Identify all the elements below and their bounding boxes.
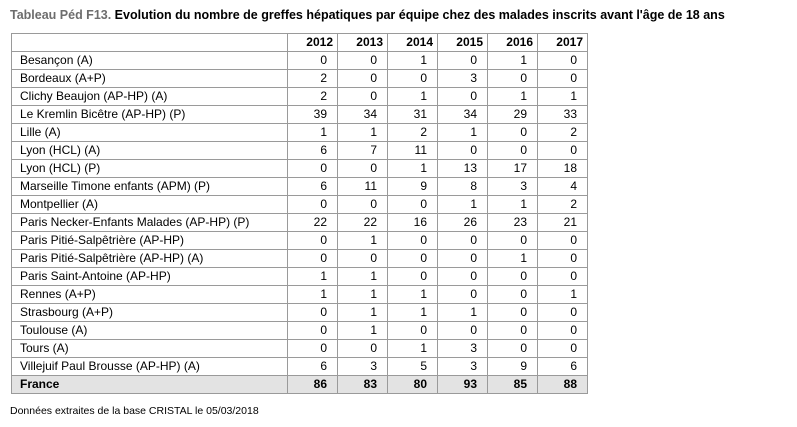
value-cell: 17 xyxy=(488,160,538,178)
team-name-cell: Besançon (A) xyxy=(12,52,288,70)
value-cell: 1 xyxy=(388,160,438,178)
table-row xyxy=(12,142,588,160)
value-cell: 1 xyxy=(488,196,538,214)
table-row xyxy=(12,268,588,286)
value-cell: 0 xyxy=(438,250,488,268)
team-name-cell: Paris Pitié-Salpêtrière (AP-HP) (A) xyxy=(12,250,288,268)
table-row xyxy=(12,178,588,196)
team-name-cell: Strasbourg (A+P) xyxy=(12,304,288,322)
total-value-cell: 80 xyxy=(388,376,438,394)
header-corner-cell xyxy=(12,34,288,52)
value-cell: 0 xyxy=(438,268,488,286)
value-cell: 1 xyxy=(388,286,438,304)
table-row xyxy=(12,340,588,358)
value-cell: 0 xyxy=(438,142,488,160)
team-name-cell: Villejuif Paul Brousse (AP-HP) (A) xyxy=(12,358,288,376)
value-cell: 0 xyxy=(388,268,438,286)
year-header: 2017 xyxy=(538,34,588,52)
table-row xyxy=(12,160,588,178)
year-header: 2014 xyxy=(388,34,438,52)
value-cell: 21 xyxy=(538,214,588,232)
value-cell: 13 xyxy=(438,160,488,178)
total-value-cell: 88 xyxy=(538,376,588,394)
table-body xyxy=(12,52,588,394)
value-cell: 2 xyxy=(538,124,588,142)
team-name-cell: Lyon (HCL) (P) xyxy=(12,160,288,178)
value-cell: 1 xyxy=(538,88,588,106)
total-value-cell: 93 xyxy=(438,376,488,394)
value-cell: 1 xyxy=(438,304,488,322)
table-title-text: Evolution du nombre de greffes hépatiques par équipe chez des malades inscrits avant l'âge de 18 ans xyxy=(111,8,725,22)
value-cell: 0 xyxy=(338,196,388,214)
value-cell: 1 xyxy=(288,286,338,304)
value-cell: 11 xyxy=(388,142,438,160)
value-cell: 2 xyxy=(288,88,338,106)
header-row xyxy=(12,34,588,52)
table-row xyxy=(12,214,588,232)
value-cell: 1 xyxy=(388,340,438,358)
value-cell: 0 xyxy=(288,52,338,70)
value-cell: 6 xyxy=(288,358,338,376)
value-cell: 0 xyxy=(438,286,488,304)
table-row xyxy=(12,196,588,214)
value-cell: 0 xyxy=(438,88,488,106)
table-row xyxy=(12,358,588,376)
table-row xyxy=(12,52,588,70)
value-cell: 1 xyxy=(338,286,388,304)
value-cell: 33 xyxy=(538,106,588,124)
value-cell: 1 xyxy=(338,268,388,286)
value-cell: 0 xyxy=(288,232,338,250)
value-cell: 0 xyxy=(538,232,588,250)
value-cell: 1 xyxy=(338,322,388,340)
value-cell: 0 xyxy=(488,340,538,358)
value-cell: 1 xyxy=(488,250,538,268)
value-cell: 0 xyxy=(538,340,588,358)
value-cell: 0 xyxy=(288,304,338,322)
value-cell: 1 xyxy=(438,124,488,142)
value-cell: 0 xyxy=(388,250,438,268)
year-header: 2012 xyxy=(288,34,338,52)
value-cell: 2 xyxy=(388,124,438,142)
value-cell: 39 xyxy=(288,106,338,124)
value-cell: 0 xyxy=(438,52,488,70)
table-title xyxy=(10,8,725,22)
value-cell: 1 xyxy=(388,304,438,322)
team-name-cell: Lyon (HCL) (A) xyxy=(12,142,288,160)
value-cell: 1 xyxy=(338,232,388,250)
value-cell: 0 xyxy=(488,232,538,250)
value-cell: 9 xyxy=(388,178,438,196)
value-cell: 31 xyxy=(388,106,438,124)
team-name-cell: Paris Pitié-Salpêtrière (AP-HP) xyxy=(12,232,288,250)
value-cell: 1 xyxy=(288,124,338,142)
value-cell: 3 xyxy=(438,70,488,88)
value-cell: 2 xyxy=(538,196,588,214)
value-cell: 0 xyxy=(338,340,388,358)
value-cell: 0 xyxy=(488,142,538,160)
team-name-cell: Le Kremlin Bicêtre (AP-HP) (P) xyxy=(12,106,288,124)
value-cell: 6 xyxy=(288,142,338,160)
table-row xyxy=(12,88,588,106)
team-name-cell: Marseille Timone enfants (APM) (P) xyxy=(12,178,288,196)
value-cell: 3 xyxy=(338,358,388,376)
value-cell: 1 xyxy=(338,304,388,322)
value-cell: 0 xyxy=(288,160,338,178)
team-name-cell: Tours (A) xyxy=(12,340,288,358)
value-cell: 1 xyxy=(388,52,438,70)
value-cell: 23 xyxy=(488,214,538,232)
value-cell: 0 xyxy=(338,88,388,106)
value-cell: 8 xyxy=(438,178,488,196)
value-cell: 1 xyxy=(438,196,488,214)
value-cell: 0 xyxy=(288,250,338,268)
value-cell: 1 xyxy=(388,88,438,106)
source-footnote: Données extraites de la base CRISTAL le 05/03/2018 xyxy=(10,405,259,417)
value-cell: 0 xyxy=(438,232,488,250)
value-cell: 18 xyxy=(538,160,588,178)
team-name-cell: Montpellier (A) xyxy=(12,196,288,214)
value-cell: 1 xyxy=(338,124,388,142)
value-cell: 34 xyxy=(338,106,388,124)
value-cell: 0 xyxy=(488,70,538,88)
value-cell: 29 xyxy=(488,106,538,124)
value-cell: 0 xyxy=(488,304,538,322)
value-cell: 4 xyxy=(538,178,588,196)
total-value-cell: 83 xyxy=(338,376,388,394)
value-cell: 1 xyxy=(488,88,538,106)
team-name-cell: Lille (A) xyxy=(12,124,288,142)
value-cell: 9 xyxy=(488,358,538,376)
value-cell: 0 xyxy=(288,196,338,214)
value-cell: 0 xyxy=(388,196,438,214)
team-name-cell: Paris Necker-Enfants Malades (AP-HP) (P) xyxy=(12,214,288,232)
team-name-cell: Bordeaux (A+P) xyxy=(12,70,288,88)
value-cell: 0 xyxy=(288,340,338,358)
value-cell: 0 xyxy=(388,70,438,88)
value-cell: 0 xyxy=(338,250,388,268)
value-cell: 1 xyxy=(488,52,538,70)
table-row xyxy=(12,70,588,88)
table-row xyxy=(12,232,588,250)
value-cell: 34 xyxy=(438,106,488,124)
team-name-cell: Toulouse (A) xyxy=(12,322,288,340)
value-cell: 5 xyxy=(388,358,438,376)
value-cell: 6 xyxy=(288,178,338,196)
value-cell: 0 xyxy=(388,322,438,340)
value-cell: 0 xyxy=(488,268,538,286)
value-cell: 22 xyxy=(338,214,388,232)
value-cell: 3 xyxy=(438,340,488,358)
value-cell: 11 xyxy=(338,178,388,196)
value-cell: 3 xyxy=(488,178,538,196)
total-value-cell: 86 xyxy=(288,376,338,394)
value-cell: 6 xyxy=(538,358,588,376)
value-cell: 26 xyxy=(438,214,488,232)
value-cell: 0 xyxy=(338,70,388,88)
value-cell: 22 xyxy=(288,214,338,232)
transplant-table xyxy=(11,33,588,394)
year-header: 2013 xyxy=(338,34,388,52)
value-cell: 2 xyxy=(288,70,338,88)
value-cell: 0 xyxy=(538,268,588,286)
year-header: 2015 xyxy=(438,34,488,52)
value-cell: 0 xyxy=(338,160,388,178)
value-cell: 0 xyxy=(488,124,538,142)
team-name-cell: Clichy Beaujon (AP-HP) (A) xyxy=(12,88,288,106)
year-header: 2016 xyxy=(488,34,538,52)
value-cell: 0 xyxy=(538,250,588,268)
total-label: France xyxy=(12,376,288,394)
value-cell: 0 xyxy=(438,322,488,340)
value-cell: 0 xyxy=(288,322,338,340)
value-cell: 1 xyxy=(538,286,588,304)
value-cell: 0 xyxy=(538,304,588,322)
value-cell: 0 xyxy=(338,52,388,70)
table-row xyxy=(12,106,588,124)
value-cell: 3 xyxy=(438,358,488,376)
value-cell: 0 xyxy=(538,322,588,340)
total-value-cell: 85 xyxy=(488,376,538,394)
value-cell: 0 xyxy=(388,232,438,250)
table-row xyxy=(12,250,588,268)
value-cell: 16 xyxy=(388,214,438,232)
value-cell: 1 xyxy=(288,268,338,286)
team-name-cell: Paris Saint-Antoine (AP-HP) xyxy=(12,268,288,286)
team-name-cell: Rennes (A+P) xyxy=(12,286,288,304)
table-row xyxy=(12,124,588,142)
value-cell: 0 xyxy=(538,52,588,70)
table-row xyxy=(12,304,588,322)
value-cell: 0 xyxy=(538,142,588,160)
value-cell: 0 xyxy=(488,322,538,340)
value-cell: 0 xyxy=(538,70,588,88)
total-row xyxy=(12,376,588,394)
value-cell: 0 xyxy=(488,286,538,304)
table-title-prefix: Tableau Péd F13. xyxy=(10,8,112,22)
value-cell: 7 xyxy=(338,142,388,160)
table-row xyxy=(12,322,588,340)
table-row xyxy=(12,286,588,304)
